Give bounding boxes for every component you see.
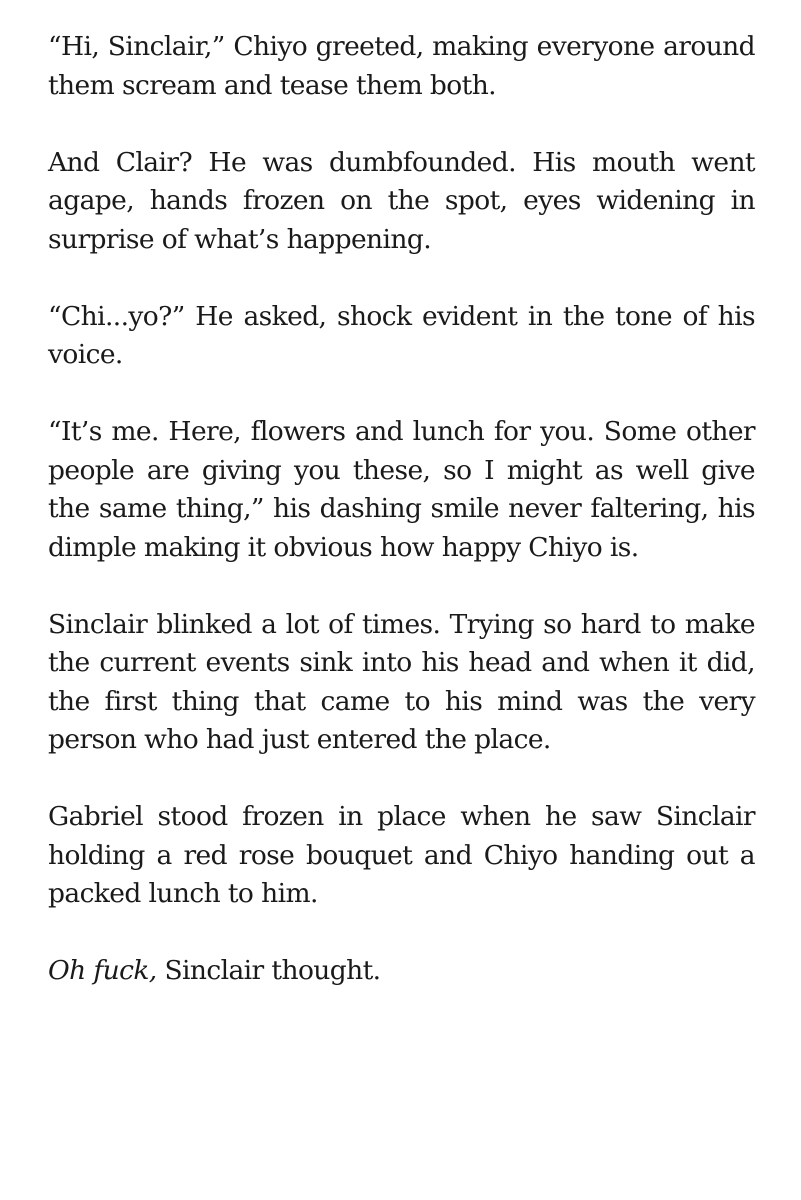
paragraph-6: Gabriel stood frozen in place when he saw Sinclair holding a red rose bouquet and Chiyo handing out a packed lunch to him. bbox=[48, 801, 755, 909]
paragraph-final bbox=[48, 952, 755, 991]
paragraph-4: “It’s me. Here, flowers and lunch for you. Some other people are giving you these, so I might as well give the same thing,” his dashing smile never faltering, his dimple making it obvious how happy Chiyo is. bbox=[48, 416, 755, 563]
paragraph-1: “Hi, Sinclair,” Chiyo greeted, making everyone around them scream and tease them both. bbox=[48, 31, 755, 101]
paragraph-2: And Clair? He was dumbfounded. His mouth went agape, hands frozen on the spot, eyes widening in surprise of what’s happening. bbox=[48, 146, 755, 255]
italic-thought: Oh fuck, bbox=[48, 955, 157, 986]
paragraph-3: “Chi...yo?” He asked, shock evident in the tone of his voice. bbox=[48, 300, 755, 370]
paragraph-5: Sinclair blinked a lot of times. Trying so hard to make the current events sink into his head and when it did, the first thing that came to his mind was the very person who had just entered the place. bbox=[48, 608, 755, 755]
document-page bbox=[48, 28, 755, 1029]
thought-attribution: Sinclair thought. bbox=[156, 955, 381, 986]
